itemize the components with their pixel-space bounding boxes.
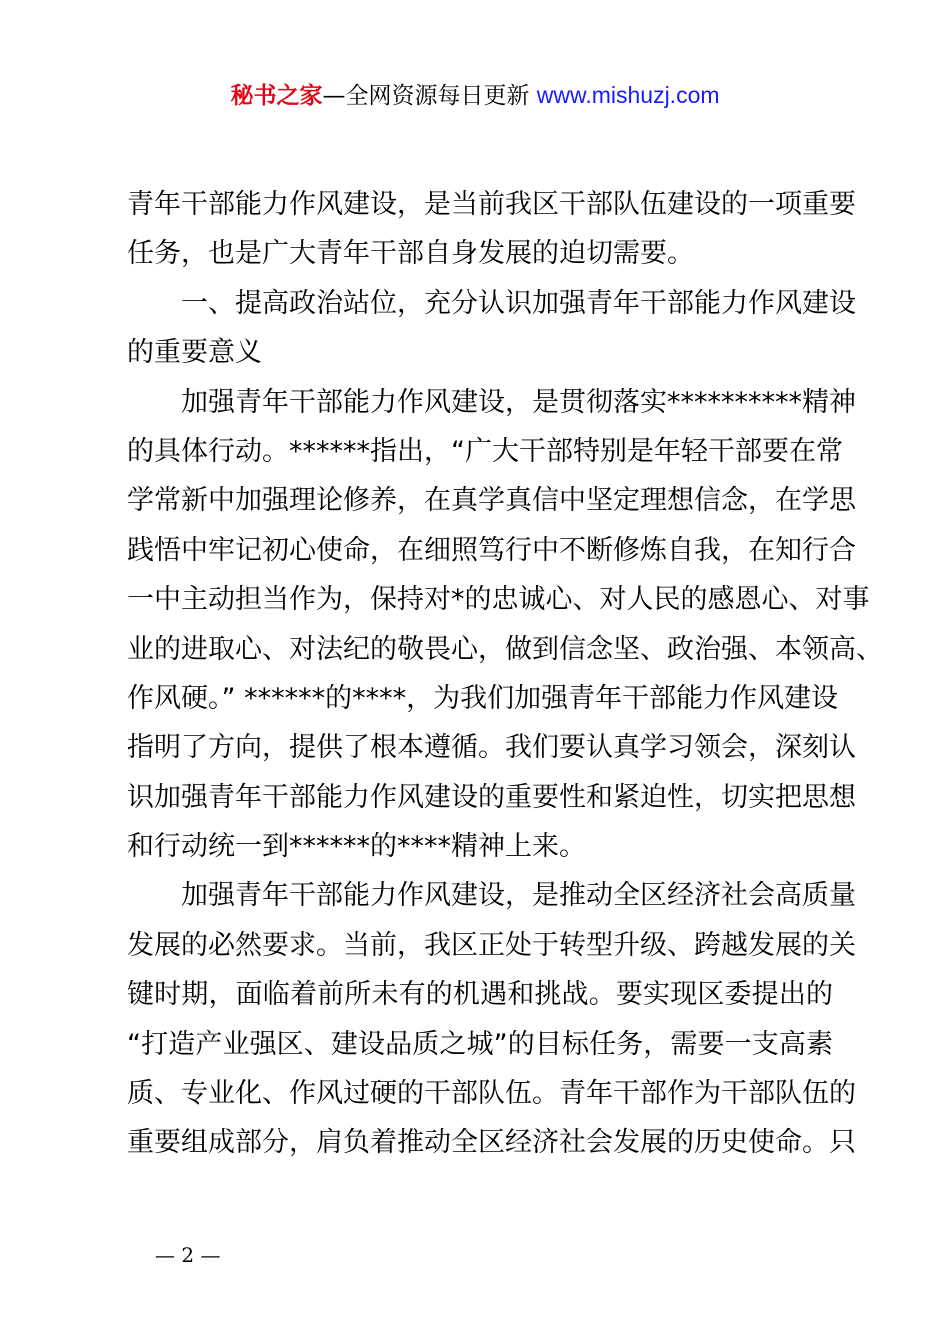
text-line: 的具体行动。******指出，“广大干部特别是年轻干部要在常 (127, 435, 843, 467)
text-line: 重要组成部分，肩负着推动全区经济社会发展的历史使命。只 (127, 1127, 856, 1159)
site-url-link[interactable]: www.mishuzj.com (536, 82, 720, 108)
text-line: 键时期，面临着前所未有的机遇和挑战。要实现区委提出的 (127, 979, 833, 1011)
site-slogan: —全网资源每日更新 (322, 83, 537, 109)
section-heading-line: 的重要意义 (127, 337, 262, 369)
text-line: 加强青年干部能力作风建设，是贯彻落实**********精神 (181, 386, 856, 418)
site-brand: 秘书之家 (230, 83, 323, 109)
text-line: 一中主动担当作为，保持对*的忠诚心、对人民的感恩心、对事 (127, 584, 870, 616)
text-line: 指明了方向，提供了根本遵循。我们要认真学习领会，深刻认 (127, 732, 856, 764)
text-line: 发展的必然要求。当前，我区正处于转型升级、跨越发展的关 (127, 929, 856, 961)
text-line: 加强青年干部能力作风建设，是推动全区经济社会高质量 (181, 880, 856, 912)
text-line: 和行动统一到******的****精神上来。 (127, 831, 586, 863)
text-line: “打造产业强区、建设品质之城”的目标任务，需要一支高素 (127, 1028, 833, 1060)
text-line: 青年干部能力作风建设，是当前我区干部队伍建设的一项重要 (127, 189, 856, 220)
text-line: 学常新中加强理论修养，在真学真信中坚定理想信念，在学思 (127, 485, 856, 517)
text-line: 任务，也是广大青年干部自身发展的迫切需要。 (127, 238, 694, 270)
site-header (0, 78, 950, 113)
text-line: 作风硬。” ******的****，为我们加强青年干部能力作风建设 (127, 682, 839, 714)
page-number: — 2 — (155, 1243, 221, 1267)
text-line: 识加强青年干部能力作风建设的重要性和紧迫性，切实把思想 (127, 781, 856, 813)
document-body (127, 180, 883, 1168)
section-heading-line: 一、提高政治站位，充分认识加强青年干部能力作风建设 (181, 287, 856, 319)
text-line: 践悟中牢记初心使命，在细照笃行中不断修炼自我，在知行合 (127, 534, 856, 566)
text-line: 业的进取心、对法纪的敬畏心，做到信念坚、政治强、本领高、 (127, 633, 883, 665)
text-line: 质、专业化、作风过硬的干部队伍。青年干部作为干部队伍的 (127, 1078, 856, 1110)
